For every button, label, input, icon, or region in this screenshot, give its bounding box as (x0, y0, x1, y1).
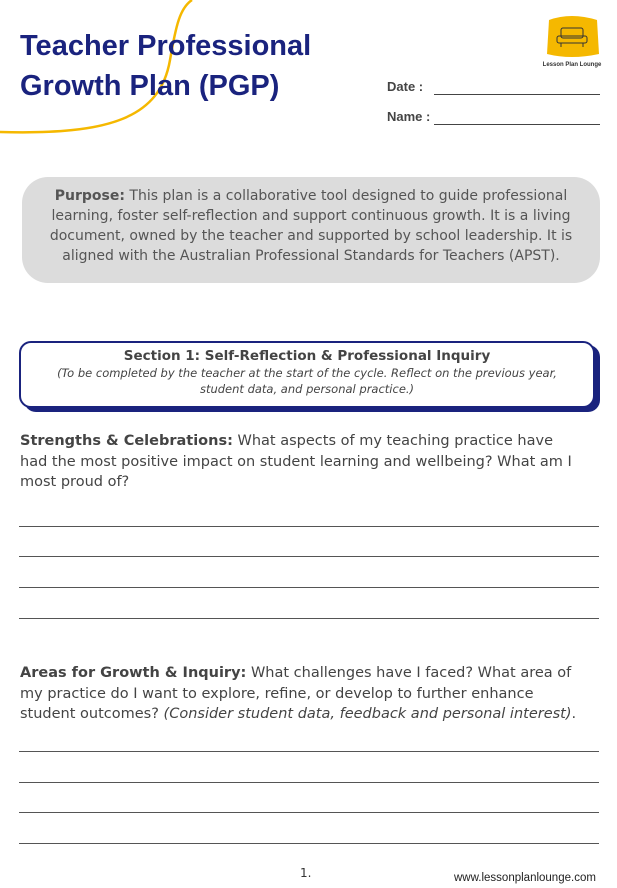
growth-writing-line[interactable] (19, 782, 599, 783)
strengths-label: Strengths & Celebrations: (20, 433, 233, 449)
page-title (20, 26, 311, 106)
strengths-text: What aspects of my teaching practice have had the most positive impact on student learning and wellbeing? What am I most proud of? (20, 433, 572, 490)
section-1-subtitle: (To be completed by the teacher at the start of the cycle. Reflect on the previous year, student data, and personal practice.) (57, 366, 557, 396)
title-line-2: Growth Plan (PGP) (20, 70, 280, 102)
strengths-writing-line[interactable] (19, 526, 599, 527)
date-label: Date : (387, 79, 424, 94)
purpose-box (22, 177, 600, 283)
growth-writing-line[interactable] (19, 751, 599, 752)
strengths-writing-line[interactable] (19, 556, 599, 557)
strengths-prompt (20, 431, 580, 493)
name-line[interactable] (434, 124, 600, 125)
growth-text: What challenges have I faced? What area of my practice do I want to explore, refine, or develop to further enhance student outcomes? (20, 665, 572, 722)
logo-text: Lesson Plan Lounge (542, 62, 602, 68)
purpose-label: Purpose: (54, 188, 125, 204)
date-field[interactable] (387, 79, 423, 94)
strengths-writing-line[interactable] (19, 618, 599, 619)
date-line[interactable] (434, 94, 600, 95)
growth-writing-line[interactable] (19, 812, 599, 813)
section-1-header (19, 341, 595, 408)
sofa-icon (541, 14, 603, 60)
growth-label: Areas for Growth & Inquiry: (20, 665, 247, 681)
lesson-plan-lounge-logo (541, 14, 603, 68)
purpose-text: This plan is a collaborative tool designed to guide professional learning, foster self-reflection and support continuous growth. It is a living document, owned by the teacher and supported by school leadership. It is aligned with the Australian Professional Standards for Teachers (APST). (49, 188, 573, 264)
growth-prompt (20, 663, 580, 725)
title-line-1: Teacher Professional (20, 30, 312, 62)
page-number: 1. (300, 866, 312, 880)
name-label: Name : (387, 109, 431, 124)
strengths-writing-line[interactable] (19, 587, 599, 588)
growth-end: . (571, 706, 577, 722)
growth-writing-line[interactable] (19, 843, 599, 844)
footer-url[interactable]: www.lessonplanlounge.com (454, 872, 596, 884)
growth-note: (Consider student data, feedback and personal interest) (163, 706, 572, 722)
section-1-title: Section 1: Self-Reflection & Professional Inquiry (123, 348, 491, 364)
name-field[interactable] (387, 109, 430, 124)
